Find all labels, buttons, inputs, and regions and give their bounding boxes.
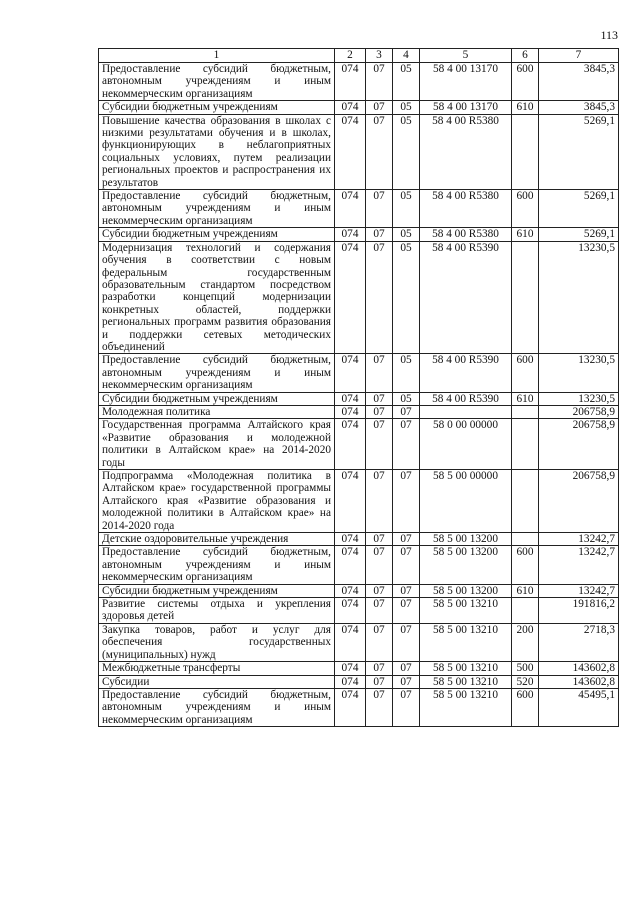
- table-row: [99, 584, 619, 597]
- section-cell: 07: [366, 241, 393, 354]
- table-row: [99, 470, 619, 533]
- subsection-cell: 05: [393, 190, 420, 228]
- subsection-cell: 07: [393, 675, 420, 688]
- admin-code-cell: 074: [335, 470, 366, 533]
- section-cell: 07: [366, 623, 393, 661]
- target-article-cell: 58 4 00 R5390: [420, 241, 512, 354]
- subsection-cell: 05: [393, 63, 420, 101]
- expense-type-cell: [512, 241, 539, 354]
- admin-code-cell: 074: [335, 392, 366, 405]
- section-cell: 07: [366, 392, 393, 405]
- target-article-cell: 58 5 00 13210: [420, 675, 512, 688]
- column-header: 5: [420, 49, 512, 63]
- target-article-cell: 58 4 00 R5390: [420, 392, 512, 405]
- item-name-cell: Субсидии: [99, 675, 335, 688]
- item-name-cell: Межбюджетные трансферты: [99, 662, 335, 675]
- admin-code-cell: 074: [335, 546, 366, 584]
- table-row: [99, 688, 619, 726]
- amount-cell: 143602,8: [539, 675, 619, 688]
- admin-code-cell: 074: [335, 190, 366, 228]
- admin-code-cell: 074: [335, 675, 366, 688]
- subsection-cell: 07: [393, 598, 420, 624]
- target-article-cell: 58 5 00 13200: [420, 533, 512, 546]
- expense-type-cell: 600: [512, 546, 539, 584]
- subsection-cell: 05: [393, 228, 420, 241]
- expense-type-cell: [512, 419, 539, 470]
- admin-code-cell: 074: [335, 598, 366, 624]
- admin-code-cell: 074: [335, 405, 366, 418]
- subsection-cell: 05: [393, 101, 420, 114]
- subsection-cell: 07: [393, 533, 420, 546]
- target-article-cell: 58 5 00 13210: [420, 662, 512, 675]
- section-cell: 07: [366, 546, 393, 584]
- expense-type-cell: 610: [512, 584, 539, 597]
- item-name-cell: Предоставление субсидий бюджетным, автономным учреждениям и иным некоммерческим организациям: [99, 63, 335, 101]
- expense-type-cell: 600: [512, 688, 539, 726]
- amount-cell: 13230,5: [539, 241, 619, 354]
- table-row: [99, 546, 619, 584]
- amount-cell: 206758,9: [539, 470, 619, 533]
- expense-type-cell: 500: [512, 662, 539, 675]
- amount-cell: 13230,5: [539, 354, 619, 392]
- amount-cell: 13242,7: [539, 533, 619, 546]
- table-row: [99, 623, 619, 661]
- subsection-cell: 07: [393, 405, 420, 418]
- section-cell: 07: [366, 405, 393, 418]
- table-row: [99, 228, 619, 241]
- subsection-cell: 07: [393, 470, 420, 533]
- subsection-cell: 07: [393, 546, 420, 584]
- section-cell: 07: [366, 354, 393, 392]
- item-name-cell: Субсидии бюджетным учреждениям: [99, 392, 335, 405]
- admin-code-cell: 074: [335, 114, 366, 189]
- expense-type-cell: 600: [512, 190, 539, 228]
- table-row: [99, 354, 619, 392]
- table-row: [99, 241, 619, 354]
- target-article-cell: 58 0 00 00000: [420, 419, 512, 470]
- section-cell: 07: [366, 190, 393, 228]
- item-name-cell: Субсидии бюджетным учреждениям: [99, 584, 335, 597]
- admin-code-cell: 074: [335, 419, 366, 470]
- column-header: 4: [393, 49, 420, 63]
- table-row: [99, 101, 619, 114]
- admin-code-cell: 074: [335, 241, 366, 354]
- admin-code-cell: 074: [335, 533, 366, 546]
- expense-type-cell: [512, 533, 539, 546]
- column-header: 6: [512, 49, 539, 63]
- target-article-cell: 58 4 00 R5380: [420, 228, 512, 241]
- amount-cell: 3845,3: [539, 101, 619, 114]
- section-cell: 07: [366, 228, 393, 241]
- subsection-cell: 07: [393, 419, 420, 470]
- subsection-cell: 05: [393, 241, 420, 354]
- section-cell: 07: [366, 114, 393, 189]
- target-article-cell: 58 5 00 13200: [420, 584, 512, 597]
- expense-type-cell: [512, 598, 539, 624]
- target-article-cell: [420, 405, 512, 418]
- expense-type-cell: [512, 114, 539, 189]
- table-row: [99, 190, 619, 228]
- table-row: [99, 63, 619, 101]
- amount-cell: 13242,7: [539, 546, 619, 584]
- admin-code-cell: 074: [335, 623, 366, 661]
- column-header: 3: [366, 49, 393, 63]
- amount-cell: 206758,9: [539, 419, 619, 470]
- section-cell: 07: [366, 675, 393, 688]
- subsection-cell: 07: [393, 584, 420, 597]
- subsection-cell: 05: [393, 114, 420, 189]
- expense-type-cell: [512, 405, 539, 418]
- target-article-cell: 58 4 00 R5390: [420, 354, 512, 392]
- admin-code-cell: 074: [335, 662, 366, 675]
- amount-cell: 13230,5: [539, 392, 619, 405]
- item-name-cell: Предоставление субсидий бюджетным, автономным учреждениям и иным некоммерческим организациям: [99, 354, 335, 392]
- column-header: 2: [335, 49, 366, 63]
- amount-cell: 143602,8: [539, 662, 619, 675]
- expense-type-cell: 600: [512, 63, 539, 101]
- item-name-cell: Государственная программа Алтайского края «Развитие образования и молодежной политики в Алтайском крае» на 2014-2020 годы: [99, 419, 335, 470]
- item-name-cell: Предоставление субсидий бюджетным, автономным учреждениям и иным некоммерческим организациям: [99, 546, 335, 584]
- amount-cell: 2718,3: [539, 623, 619, 661]
- subsection-cell: 07: [393, 662, 420, 675]
- target-article-cell: 58 5 00 00000: [420, 470, 512, 533]
- amount-cell: 206758,9: [539, 405, 619, 418]
- target-article-cell: 58 5 00 13210: [420, 598, 512, 624]
- expense-type-cell: 610: [512, 228, 539, 241]
- admin-code-cell: 074: [335, 101, 366, 114]
- item-name-cell: Субсидии бюджетным учреждениям: [99, 101, 335, 114]
- item-name-cell: Предоставление субсидий бюджетным, автономным учреждениям и иным некоммерческим организациям: [99, 190, 335, 228]
- item-name-cell: Модернизация технологий и содержания обучения в соответствии с новым федеральным государственным образовательным стандартом посредством разработки концепций модернизации конкретных областей, поддержки региональных программ развития образования и поддержки сетевых методических объединений: [99, 241, 335, 354]
- expense-type-cell: 200: [512, 623, 539, 661]
- column-header: 1: [99, 49, 335, 63]
- amount-cell: 3845,3: [539, 63, 619, 101]
- table-row: [99, 419, 619, 470]
- expense-type-cell: 610: [512, 392, 539, 405]
- subsection-cell: 07: [393, 623, 420, 661]
- section-cell: 07: [366, 662, 393, 675]
- target-article-cell: 58 4 00 R5380: [420, 114, 512, 189]
- budget-table: [98, 48, 619, 727]
- amount-cell: 5269,1: [539, 190, 619, 228]
- amount-cell: 5269,1: [539, 228, 619, 241]
- section-cell: 07: [366, 598, 393, 624]
- column-header: 7: [539, 49, 619, 63]
- subsection-cell: 07: [393, 688, 420, 726]
- table-row: [99, 662, 619, 675]
- expense-type-cell: 520: [512, 675, 539, 688]
- admin-code-cell: 074: [335, 584, 366, 597]
- table-row: [99, 675, 619, 688]
- section-cell: 07: [366, 533, 393, 546]
- admin-code-cell: 074: [335, 228, 366, 241]
- amount-cell: 45495,1: [539, 688, 619, 726]
- section-cell: 07: [366, 470, 393, 533]
- target-article-cell: 58 5 00 13210: [420, 623, 512, 661]
- item-name-cell: Субсидии бюджетным учреждениям: [99, 228, 335, 241]
- target-article-cell: 58 5 00 13200: [420, 546, 512, 584]
- amount-cell: 191816,2: [539, 598, 619, 624]
- item-name-cell: Закупка товаров, работ и услуг для обеспечения государственных (муниципальных) нужд: [99, 623, 335, 661]
- page-number: 113: [600, 28, 618, 42]
- table-row: [99, 533, 619, 546]
- table-row: [99, 405, 619, 418]
- section-cell: 07: [366, 419, 393, 470]
- admin-code-cell: 074: [335, 63, 366, 101]
- item-name-cell: Повышение качества образования в школах с низкими результатами обучения и в школах, функционирующих в неблагоприятных социальных условиях, путем реализации региональных проектов и распространения их результатов: [99, 114, 335, 189]
- table-row: [99, 392, 619, 405]
- admin-code-cell: 074: [335, 354, 366, 392]
- target-article-cell: 58 4 00 13170: [420, 101, 512, 114]
- subsection-cell: 05: [393, 392, 420, 405]
- admin-code-cell: 074: [335, 688, 366, 726]
- target-article-cell: 58 4 00 R5380: [420, 190, 512, 228]
- amount-cell: 13242,7: [539, 584, 619, 597]
- target-article-cell: 58 4 00 13170: [420, 63, 512, 101]
- target-article-cell: 58 5 00 13210: [420, 688, 512, 726]
- subsection-cell: 05: [393, 354, 420, 392]
- table-row: [99, 598, 619, 624]
- section-cell: 07: [366, 584, 393, 597]
- item-name-cell: Развитие системы отдыха и укрепления здоровья детей: [99, 598, 335, 624]
- section-cell: 07: [366, 101, 393, 114]
- section-cell: 07: [366, 688, 393, 726]
- item-name-cell: Предоставление субсидий бюджетным, автономным учреждениям и иным некоммерческим организациям: [99, 688, 335, 726]
- expense-type-cell: 610: [512, 101, 539, 114]
- section-cell: 07: [366, 63, 393, 101]
- expense-type-cell: [512, 470, 539, 533]
- table-row: [99, 114, 619, 189]
- item-name-cell: Детские оздоровительные учреждения: [99, 533, 335, 546]
- table-body: [99, 49, 619, 727]
- item-name-cell: Подпрограмма «Молодежная политика в Алтайском крае» государственной программы Алтайского края «Развитие образования и молодежной политики в Алтайском крае» на 2014-2020 года: [99, 470, 335, 533]
- amount-cell: 5269,1: [539, 114, 619, 189]
- item-name-cell: Молодежная политика: [99, 405, 335, 418]
- expense-type-cell: 600: [512, 354, 539, 392]
- header-row: [99, 49, 619, 63]
